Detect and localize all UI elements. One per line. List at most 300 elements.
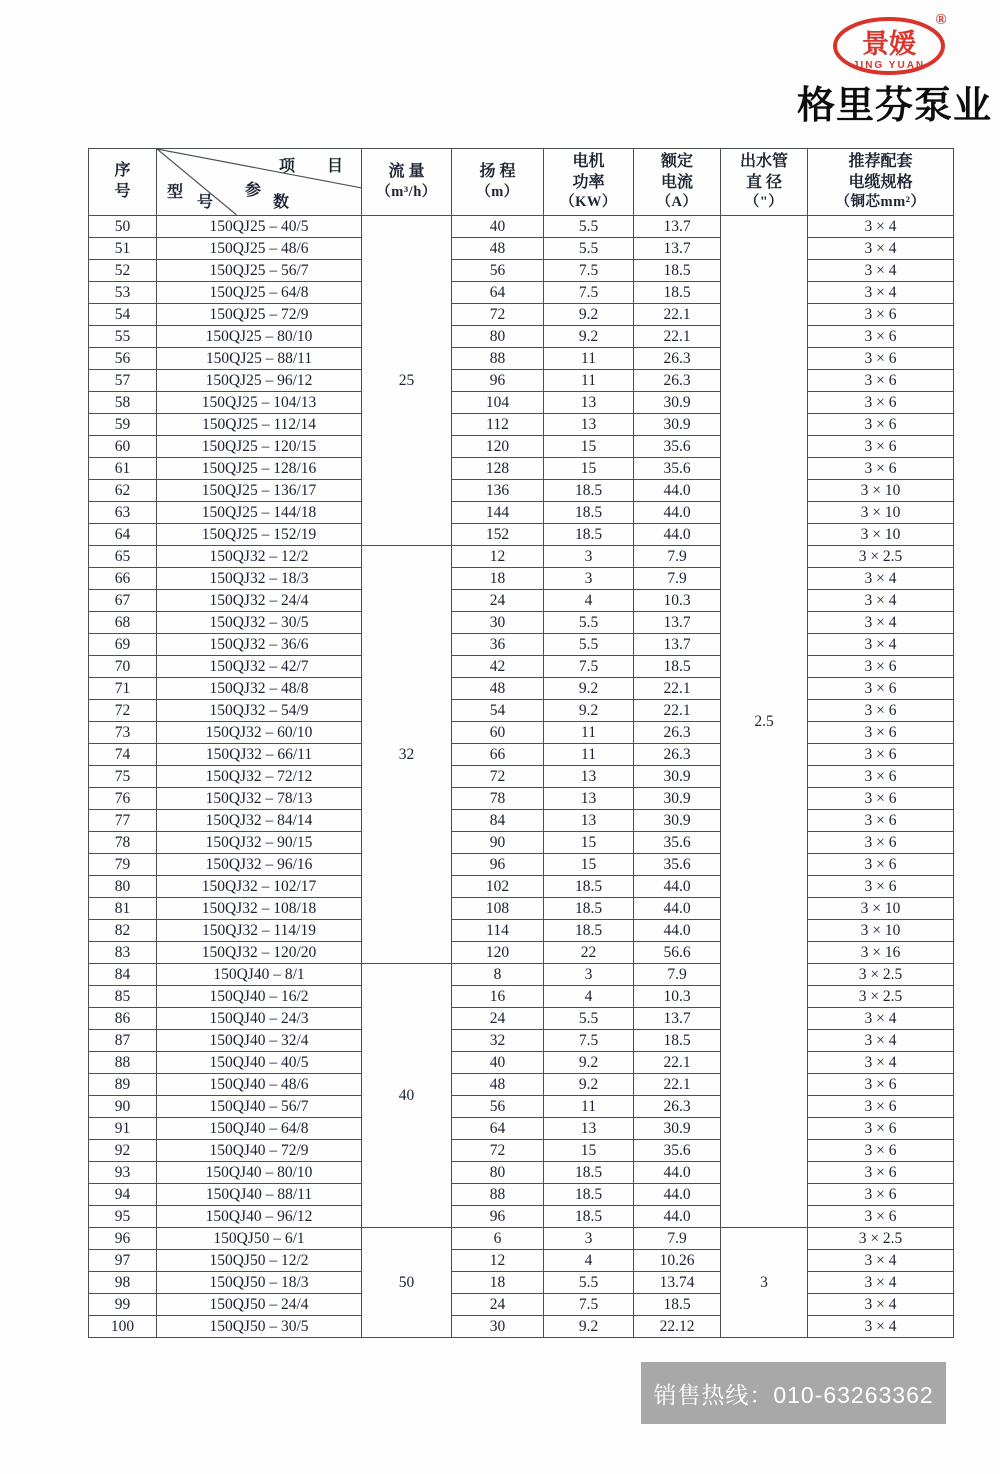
serial-cell: 82 xyxy=(89,920,157,942)
current-cell: 10.3 xyxy=(634,986,721,1008)
power-cell: 9.2 xyxy=(544,700,634,722)
head-cell: 114 xyxy=(452,920,544,942)
head-cell: 8 xyxy=(452,964,544,986)
header-serial-line2: 号 xyxy=(114,183,131,200)
head-cell: 40 xyxy=(452,1052,544,1074)
power-cell: 9.2 xyxy=(544,304,634,326)
power-cell: 15 xyxy=(544,458,634,480)
model-cell: 150QJ40 – 64/8 xyxy=(157,1118,362,1140)
cable-cell: 3 × 4 xyxy=(808,1052,954,1074)
current-cell: 10.26 xyxy=(634,1250,721,1272)
serial-cell: 71 xyxy=(89,678,157,700)
head-cell: 112 xyxy=(452,414,544,436)
serial-cell: 74 xyxy=(89,744,157,766)
model-cell: 150QJ32 – 78/13 xyxy=(157,788,362,810)
serial-cell: 53 xyxy=(89,282,157,304)
header-flow xyxy=(362,149,452,216)
cable-cell: 3 × 4 xyxy=(808,568,954,590)
current-cell: 13.7 xyxy=(634,1008,721,1030)
power-cell: 7.5 xyxy=(544,1294,634,1316)
power-cell: 9.2 xyxy=(544,1074,634,1096)
serial-cell: 91 xyxy=(89,1118,157,1140)
model-cell: 150QJ32 – 84/14 xyxy=(157,810,362,832)
cable-cell: 3 × 16 xyxy=(808,942,954,964)
table-row xyxy=(89,1118,954,1140)
current-cell: 22.1 xyxy=(634,326,721,348)
cable-cell: 3 × 10 xyxy=(808,898,954,920)
table-row xyxy=(89,348,954,370)
serial-cell: 60 xyxy=(89,436,157,458)
current-cell: 35.6 xyxy=(634,1140,721,1162)
serial-cell: 94 xyxy=(89,1184,157,1206)
header-diagonal-model-2: 号 xyxy=(197,194,214,211)
table-row xyxy=(89,744,954,766)
head-cell: 16 xyxy=(452,986,544,1008)
table-row xyxy=(89,392,954,414)
serial-cell: 97 xyxy=(89,1250,157,1272)
table-row xyxy=(89,986,954,1008)
table-row xyxy=(89,414,954,436)
table-row xyxy=(89,1184,954,1206)
cable-cell: 3 × 6 xyxy=(808,370,954,392)
serial-cell: 51 xyxy=(89,238,157,260)
current-cell: 13.7 xyxy=(634,216,721,238)
serial-cell: 93 xyxy=(89,1162,157,1184)
current-cell: 44.0 xyxy=(634,876,721,898)
table-row xyxy=(89,964,954,986)
table-row xyxy=(89,304,954,326)
head-cell: 64 xyxy=(452,282,544,304)
model-cell: 150QJ25 – 120/15 xyxy=(157,436,362,458)
current-cell: 22.1 xyxy=(634,1052,721,1074)
header-current-unit: （A） xyxy=(656,194,698,211)
table-row xyxy=(89,326,954,348)
flow-group-cell: 25 xyxy=(362,216,452,546)
model-cell: 150QJ32 – 30/5 xyxy=(157,612,362,634)
table-row xyxy=(89,920,954,942)
model-cell: 150QJ32 – 18/3 xyxy=(157,568,362,590)
cable-cell: 3 × 6 xyxy=(808,788,954,810)
head-cell: 144 xyxy=(452,502,544,524)
cable-cell: 3 × 6 xyxy=(808,326,954,348)
head-cell: 48 xyxy=(452,238,544,260)
cable-cell: 3 × 6 xyxy=(808,678,954,700)
logo-subtext: JING YUAN xyxy=(852,60,926,71)
header-diagonal-param-1: 参 xyxy=(245,182,262,199)
power-cell: 15 xyxy=(544,832,634,854)
power-cell: 11 xyxy=(544,370,634,392)
model-cell: 150QJ25 – 72/9 xyxy=(157,304,362,326)
table-row xyxy=(89,480,954,502)
table-row xyxy=(89,216,954,238)
serial-cell: 83 xyxy=(89,942,157,964)
model-cell: 150QJ32 – 108/18 xyxy=(157,898,362,920)
current-cell: 35.6 xyxy=(634,436,721,458)
power-cell: 3 xyxy=(544,546,634,568)
current-cell: 10.3 xyxy=(634,590,721,612)
serial-cell: 80 xyxy=(89,876,157,898)
current-cell: 7.9 xyxy=(634,964,721,986)
table-row xyxy=(89,854,954,876)
serial-cell: 58 xyxy=(89,392,157,414)
head-cell: 12 xyxy=(452,1250,544,1272)
sales-hotline: 销售热线：010-63263362 xyxy=(641,1362,946,1424)
model-cell: 150QJ32 – 60/10 xyxy=(157,722,362,744)
head-cell: 54 xyxy=(452,700,544,722)
model-cell: 150QJ25 – 80/10 xyxy=(157,326,362,348)
model-cell: 150QJ40 – 32/4 xyxy=(157,1030,362,1052)
logo-text: 景媛 xyxy=(862,29,916,59)
head-cell: 96 xyxy=(452,1206,544,1228)
power-cell: 3 xyxy=(544,1228,634,1250)
model-cell: 150QJ50 – 30/5 xyxy=(157,1316,362,1338)
power-cell: 13 xyxy=(544,414,634,436)
table-row xyxy=(89,656,954,678)
cable-cell: 3 × 6 xyxy=(808,810,954,832)
current-cell: 26.3 xyxy=(634,744,721,766)
table-row xyxy=(89,876,954,898)
cable-cell: 3 × 6 xyxy=(808,1118,954,1140)
serial-cell: 67 xyxy=(89,590,157,612)
table-row xyxy=(89,612,954,634)
table-row xyxy=(89,1250,954,1272)
power-cell: 4 xyxy=(544,590,634,612)
power-cell: 18.5 xyxy=(544,876,634,898)
power-cell: 18.5 xyxy=(544,898,634,920)
serial-cell: 70 xyxy=(89,656,157,678)
serial-cell: 89 xyxy=(89,1074,157,1096)
cable-cell: 3 × 4 xyxy=(808,1008,954,1030)
model-cell: 150QJ32 – 114/19 xyxy=(157,920,362,942)
table-row xyxy=(89,766,954,788)
current-cell: 13.74 xyxy=(634,1272,721,1294)
head-cell: 80 xyxy=(452,1162,544,1184)
cable-cell: 3 × 4 xyxy=(808,1272,954,1294)
cable-cell: 3 × 6 xyxy=(808,1184,954,1206)
power-cell: 9.2 xyxy=(544,678,634,700)
flow-group-cell: 40 xyxy=(362,964,452,1228)
model-cell: 150QJ32 – 42/7 xyxy=(157,656,362,678)
table-header-row xyxy=(89,149,954,216)
power-cell: 18.5 xyxy=(544,1206,634,1228)
table-row xyxy=(89,722,954,744)
header-outlet xyxy=(721,149,808,216)
head-cell: 120 xyxy=(452,942,544,964)
header-outlet-line1: 出水管 xyxy=(739,152,788,170)
current-cell: 18.5 xyxy=(634,260,721,282)
serial-cell: 75 xyxy=(89,766,157,788)
power-cell: 7.5 xyxy=(544,656,634,678)
model-cell: 150QJ32 – 66/11 xyxy=(157,744,362,766)
table-row xyxy=(89,1074,954,1096)
power-cell: 13 xyxy=(544,788,634,810)
current-cell: 18.5 xyxy=(634,656,721,678)
head-cell: 18 xyxy=(452,568,544,590)
current-cell: 13.7 xyxy=(634,634,721,656)
model-cell: 150QJ25 – 152/19 xyxy=(157,524,362,546)
head-cell: 60 xyxy=(452,722,544,744)
head-cell: 102 xyxy=(452,876,544,898)
power-cell: 5.5 xyxy=(544,612,634,634)
table-row xyxy=(89,1206,954,1228)
current-cell: 26.3 xyxy=(634,348,721,370)
power-cell: 5.5 xyxy=(544,1272,634,1294)
model-cell: 150QJ32 – 48/8 xyxy=(157,678,362,700)
model-cell: 150QJ32 – 72/12 xyxy=(157,766,362,788)
head-cell: 88 xyxy=(452,1184,544,1206)
table-row xyxy=(89,1008,954,1030)
model-cell: 150QJ25 – 40/5 xyxy=(157,216,362,238)
current-cell: 35.6 xyxy=(634,458,721,480)
power-cell: 5.5 xyxy=(544,634,634,656)
outlet-group-cell: 3 xyxy=(721,1228,808,1338)
header-diagonal-param-2: 数 xyxy=(273,194,290,211)
head-cell: 42 xyxy=(452,656,544,678)
serial-cell: 96 xyxy=(89,1228,157,1250)
head-cell: 78 xyxy=(452,788,544,810)
power-cell: 11 xyxy=(544,348,634,370)
power-cell: 9.2 xyxy=(544,1052,634,1074)
cable-cell: 3 × 6 xyxy=(808,414,954,436)
power-cell: 18.5 xyxy=(544,1162,634,1184)
model-cell: 150QJ25 – 88/11 xyxy=(157,348,362,370)
cable-cell: 3 × 10 xyxy=(808,920,954,942)
serial-cell: 88 xyxy=(89,1052,157,1074)
power-cell: 13 xyxy=(544,766,634,788)
model-cell: 150QJ25 – 96/12 xyxy=(157,370,362,392)
cable-cell: 3 × 10 xyxy=(808,524,954,546)
current-cell: 18.5 xyxy=(634,282,721,304)
table-row xyxy=(89,1096,954,1118)
cable-cell: 3 × 4 xyxy=(808,282,954,304)
model-cell: 150QJ25 – 128/16 xyxy=(157,458,362,480)
head-cell: 48 xyxy=(452,1074,544,1096)
power-cell: 5.5 xyxy=(544,1008,634,1030)
serial-cell: 78 xyxy=(89,832,157,854)
cable-cell: 3 × 4 xyxy=(808,260,954,282)
serial-cell: 79 xyxy=(89,854,157,876)
head-cell: 96 xyxy=(452,370,544,392)
cable-cell: 3 × 6 xyxy=(808,854,954,876)
table-row xyxy=(89,502,954,524)
cable-cell: 3 × 2.5 xyxy=(808,1228,954,1250)
table-row xyxy=(89,370,954,392)
cable-cell: 3 × 6 xyxy=(808,1140,954,1162)
header-flow-unit: （m³/h） xyxy=(376,183,437,200)
header-outlet-unit: （"） xyxy=(744,194,784,211)
table-row xyxy=(89,568,954,590)
power-cell: 13 xyxy=(544,810,634,832)
head-cell: 64 xyxy=(452,1118,544,1140)
model-cell: 150QJ25 – 56/7 xyxy=(157,260,362,282)
model-cell: 150QJ50 – 18/3 xyxy=(157,1272,362,1294)
cable-cell: 3 × 2.5 xyxy=(808,986,954,1008)
header-power-line1: 电机 xyxy=(572,152,605,170)
head-cell: 88 xyxy=(452,348,544,370)
serial-cell: 85 xyxy=(89,986,157,1008)
current-cell: 22.1 xyxy=(634,1074,721,1096)
header-power-line2: 功率 xyxy=(572,173,605,191)
flow-group-cell: 32 xyxy=(362,546,452,964)
table-row xyxy=(89,700,954,722)
serial-cell: 65 xyxy=(89,546,157,568)
header-current-line2: 电流 xyxy=(660,173,693,191)
cable-cell: 3 × 6 xyxy=(808,304,954,326)
power-cell: 15 xyxy=(544,1140,634,1162)
serial-cell: 56 xyxy=(89,348,157,370)
model-cell: 150QJ40 – 48/6 xyxy=(157,1074,362,1096)
table-row xyxy=(89,590,954,612)
cable-cell: 3 × 2.5 xyxy=(808,546,954,568)
table-row xyxy=(89,436,954,458)
model-cell: 150QJ50 – 24/4 xyxy=(157,1294,362,1316)
model-cell: 150QJ32 – 102/17 xyxy=(157,876,362,898)
cable-cell: 3 × 4 xyxy=(808,634,954,656)
serial-cell: 92 xyxy=(89,1140,157,1162)
jingyuan-logo-icon xyxy=(832,10,956,80)
table-row xyxy=(89,238,954,260)
table-row xyxy=(89,1030,954,1052)
serial-cell: 59 xyxy=(89,414,157,436)
power-cell: 7.5 xyxy=(544,260,634,282)
current-cell: 22.1 xyxy=(634,678,721,700)
cable-cell: 3 × 6 xyxy=(808,458,954,480)
head-cell: 56 xyxy=(452,260,544,282)
table-row xyxy=(89,678,954,700)
serial-cell: 100 xyxy=(89,1316,157,1338)
current-cell: 30.9 xyxy=(634,1118,721,1140)
head-cell: 128 xyxy=(452,458,544,480)
current-cell: 44.0 xyxy=(634,502,721,524)
current-cell: 22.1 xyxy=(634,304,721,326)
header-head-unit: （m） xyxy=(476,183,519,200)
head-cell: 80 xyxy=(452,326,544,348)
cable-cell: 3 × 6 xyxy=(808,744,954,766)
head-cell: 152 xyxy=(452,524,544,546)
current-cell: 22.1 xyxy=(634,700,721,722)
serial-cell: 73 xyxy=(89,722,157,744)
current-cell: 26.3 xyxy=(634,1096,721,1118)
power-cell: 22 xyxy=(544,942,634,964)
power-cell: 11 xyxy=(544,744,634,766)
table-row xyxy=(89,832,954,854)
current-cell: 13.7 xyxy=(634,612,721,634)
head-cell: 120 xyxy=(452,436,544,458)
current-cell: 44.0 xyxy=(634,1184,721,1206)
cable-cell: 3 × 2.5 xyxy=(808,964,954,986)
header-power-unit: （KW） xyxy=(560,194,617,211)
serial-cell: 98 xyxy=(89,1272,157,1294)
serial-cell: 77 xyxy=(89,810,157,832)
header-current xyxy=(634,149,721,216)
cable-cell: 3 × 6 xyxy=(808,656,954,678)
serial-cell: 87 xyxy=(89,1030,157,1052)
header-current-line1: 额定 xyxy=(660,152,693,170)
header-head-label: 扬 程 xyxy=(479,163,516,181)
current-cell: 44.0 xyxy=(634,898,721,920)
flow-group-cell: 50 xyxy=(362,1228,452,1338)
current-cell: 7.9 xyxy=(634,546,721,568)
current-cell: 44.0 xyxy=(634,524,721,546)
header-power xyxy=(544,149,634,216)
cable-cell: 3 × 6 xyxy=(808,832,954,854)
current-cell: 7.9 xyxy=(634,568,721,590)
power-cell: 18.5 xyxy=(544,920,634,942)
cable-cell: 3 × 4 xyxy=(808,612,954,634)
head-cell: 108 xyxy=(452,898,544,920)
model-cell: 150QJ40 – 40/5 xyxy=(157,1052,362,1074)
serial-cell: 90 xyxy=(89,1096,157,1118)
head-cell: 18 xyxy=(452,1272,544,1294)
cable-cell: 3 × 4 xyxy=(808,216,954,238)
head-cell: 6 xyxy=(452,1228,544,1250)
model-cell: 150QJ32 – 54/9 xyxy=(157,700,362,722)
current-cell: 44.0 xyxy=(634,920,721,942)
power-cell: 18.5 xyxy=(544,524,634,546)
power-cell: 7.5 xyxy=(544,282,634,304)
model-cell: 150QJ32 – 36/6 xyxy=(157,634,362,656)
cable-cell: 3 × 6 xyxy=(808,348,954,370)
head-cell: 40 xyxy=(452,216,544,238)
current-cell: 26.3 xyxy=(634,370,721,392)
head-cell: 48 xyxy=(452,678,544,700)
power-cell: 4 xyxy=(544,986,634,1008)
serial-cell: 57 xyxy=(89,370,157,392)
current-cell: 44.0 xyxy=(634,1206,721,1228)
cable-cell: 3 × 6 xyxy=(808,436,954,458)
cable-cell: 3 × 4 xyxy=(808,1250,954,1272)
model-cell: 150QJ32 – 120/20 xyxy=(157,942,362,964)
header-serial xyxy=(89,149,157,216)
head-cell: 90 xyxy=(452,832,544,854)
header-cable-line1: 推荐配套 xyxy=(848,152,913,170)
serial-cell: 52 xyxy=(89,260,157,282)
model-cell: 150QJ50 – 6/1 xyxy=(157,1228,362,1250)
model-cell: 150QJ40 – 96/12 xyxy=(157,1206,362,1228)
current-cell: 30.9 xyxy=(634,810,721,832)
model-cell: 150QJ32 – 90/15 xyxy=(157,832,362,854)
cable-cell: 3 × 10 xyxy=(808,480,954,502)
header-flow-label: 流 量 xyxy=(388,163,425,181)
serial-cell: 66 xyxy=(89,568,157,590)
table-row xyxy=(89,1294,954,1316)
table-row xyxy=(89,898,954,920)
table-row xyxy=(89,1140,954,1162)
power-cell: 11 xyxy=(544,722,634,744)
cable-cell: 3 × 6 xyxy=(808,876,954,898)
model-cell: 150QJ40 – 80/10 xyxy=(157,1162,362,1184)
table-row xyxy=(89,942,954,964)
model-cell: 150QJ32 – 12/2 xyxy=(157,546,362,568)
table-row xyxy=(89,524,954,546)
head-cell: 30 xyxy=(452,1316,544,1338)
power-cell: 5.5 xyxy=(544,216,634,238)
cable-cell: 3 × 6 xyxy=(808,700,954,722)
head-cell: 32 xyxy=(452,1030,544,1052)
head-cell: 104 xyxy=(452,392,544,414)
header-diagonal-item: 项 目 xyxy=(279,158,358,175)
spec-table-body xyxy=(89,216,954,1338)
head-cell: 30 xyxy=(452,612,544,634)
table-row xyxy=(89,546,954,568)
table-row xyxy=(89,1272,954,1294)
serial-cell: 81 xyxy=(89,898,157,920)
current-cell: 18.5 xyxy=(634,1030,721,1052)
table-row xyxy=(89,634,954,656)
model-cell: 150QJ25 – 48/6 xyxy=(157,238,362,260)
table-row xyxy=(89,1228,954,1250)
serial-cell: 64 xyxy=(89,524,157,546)
